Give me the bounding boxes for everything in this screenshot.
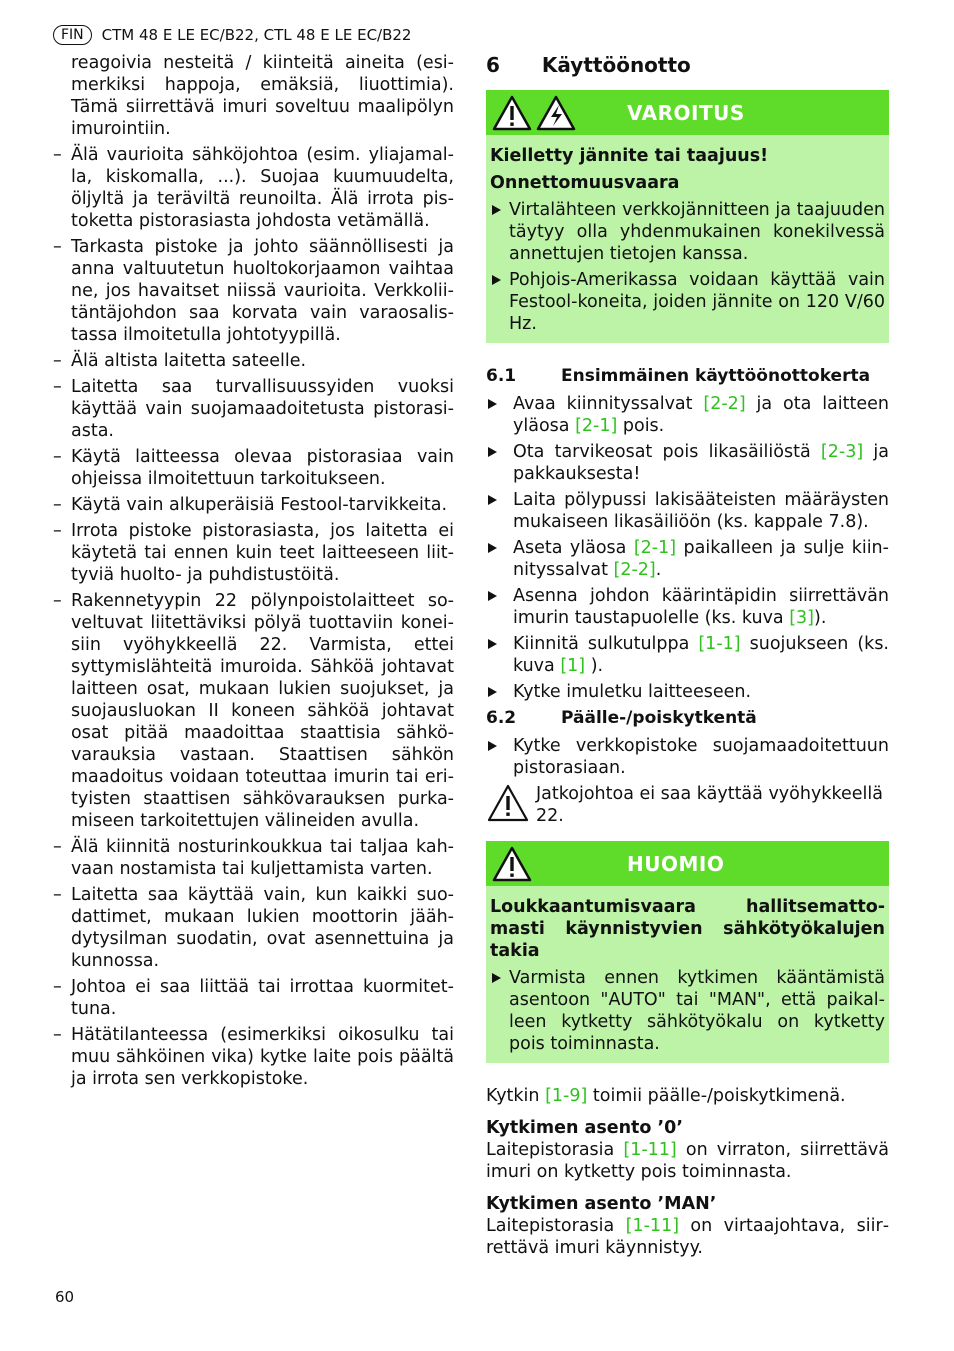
step-item: Avaa kiinnityssalvat [2-2] ja ota laitteen yläosa [2-1] pois. (486, 393, 889, 437)
step-item: Kytke verkkopistoke suojamaadoitettuun pistorasiaan. (486, 735, 889, 779)
switch-text: Kytkin [1-9] toimii päälle-/poiskytkimenä. (486, 1086, 846, 1106)
warning-title: VAROITUS (627, 100, 745, 125)
warning-line: Kielletty jännite tai taajuus! (490, 146, 769, 166)
subsection-heading (486, 365, 889, 387)
warning-box (486, 90, 889, 343)
language-badge: FIN (53, 25, 92, 45)
caution-box (486, 841, 889, 1063)
warning-triangle-icon (486, 783, 530, 823)
list-item: – Älä altista laitetta sateelle. (53, 350, 454, 372)
subsection-title: Päälle-/poiskytkentä (561, 708, 757, 728)
page-number: 60 (55, 1288, 75, 1306)
warning-item: Virtalähteen verkkojännitteen ja taajuuden täytyy olla yhdenmukainen konekilvessä annettujen tietojen kanssa. (490, 199, 885, 265)
step-item: Ota tarvikeosat pois likasäiliöstä [2-3] ja pakkauksesta! (486, 441, 889, 485)
list-item: – Älä vaurioita sähköjohtoa (esim. yliajamalla, kiskomalla, ...). Suojaa kuumuudelta, öljyltä ja teräviltä reunoilta. Älä irrota pistoketta pistorasiasta johdosta vetämällä. (53, 144, 454, 232)
caution-title: HUOMIO (627, 851, 725, 876)
list-item: – Johtoa ei saa liittää tai irrottaa kuormitettuna. (53, 976, 454, 1020)
warning-triangle-icon (492, 95, 532, 131)
note (486, 783, 889, 827)
right-column (486, 52, 889, 1259)
list-item: – Käytä vain alkuperäisiä Festool-tarvikkeita. (53, 494, 454, 516)
list-item: – Irrota pistoke pistorasiasta, jos laitetta ei käytetä tai ennen kuin teet laitteeseen liittyviä huolto- ja puhdistustöitä. (53, 520, 454, 586)
step-item: Laita pölypussi lakisääteisten määräysten mukaiseen likasäiliöön (ks. kappale 7.8). (486, 489, 889, 533)
warning-header (486, 90, 889, 135)
step-item: Kiinnitä sulkutulppa [1-1] suojukseen (ks. kuva [1] ). (486, 633, 889, 677)
list-item: – Tarkasta pistoke ja johto säännöllisesti ja anna valtuutetun huoltokorjaamon vaihtaa ne, jos havaitset niissä vaurioita. Verkkoliitäntäjohdon saa korvata vain varaosalistassa ilmoitetulla johtotyypillä. (53, 236, 454, 346)
list-item: – Laitetta saa käyttää vain, kun kaikki suodattimet, mukaan lukien moottorin jäähdytysilman suodatin, ovat asennettuina ja kunnossa. (53, 884, 454, 972)
model-title: CTM 48 E LE EC/B22, CTL 48 E LE EC/B22 (101, 26, 412, 44)
subsection-number: 6.1 (486, 366, 517, 386)
caution-heading: Loukkaantumisvaara hallitsemattomasti käynnistyvien sähkötyökalujen takia (490, 897, 885, 961)
electric-hazard-icon (536, 95, 576, 131)
position-man-title: Kytkimen asento ’MAN’ (486, 1194, 717, 1214)
subsection-heading (486, 707, 889, 729)
section-title: Käyttöönotto (541, 53, 691, 77)
list-item: – Laitetta saa turvallisuussyiden vuoksi käyttää vain suojamaadoitetusta pistorasiasta. (53, 376, 454, 442)
list-item: – Rakennetyypin 22 pölynpoistolaitteet soveltuvat liitettäviksi pölyä tuottaviin koneisiin vyöhykkeellä 22. Varmista, ettei syttymislähteitä imuroida. Sähköä johtavat laitteen osat, mukaan lukien suojukset, ja suojausluokan II koneen sähköä johtavat osat pitää maadoittaa staattisia sähkövarauksia vastaan. Staattisen sähkön maadoitus voidaan toteuttaa imurin tai erityisten staattisen sähkövarauksen purkamiseen tarkoitettujen välineiden avulla. (53, 590, 454, 832)
note-text: Jatkojohtoa ei saa käyttää vyöhykkeellä 22. (536, 784, 883, 826)
caution-item: Varmista ennen kytkimen kääntämistä asentoon "AUTO" tai "MAN", että paikalleen kytketty sähkötyökalu on kytketty pois toiminnasta. (490, 967, 885, 1055)
step-item: Aseta yläosa [2-1] paikalleen ja sulje kiinnityssalvat [2-2]. (486, 537, 889, 581)
position-0-text: Laitepistorasia [1-11] on virraton, siirrettävä imuri on kytketty pois toiminnasta. (486, 1140, 889, 1182)
list-item: – Älä kiinnitä nosturinkoukkua tai taljaa kahvaan nostamista tai kuljettamista varten. (53, 836, 454, 880)
step-item: Asenna johdon käärintäpidin siirrettävän imurin taustapuolelle (ks. kuva [3]). (486, 585, 889, 629)
left-column (53, 52, 454, 1094)
warning-line: Onnettomuusvaara (490, 173, 680, 193)
warning-triangle-icon (492, 846, 532, 882)
step-item: Kytke imuletku laitteeseen. (486, 681, 889, 703)
warning-item: Pohjois-Amerikassa voidaan käyttää vain Festool-koneita, joiden jännite on 120 V/60 Hz. (490, 269, 885, 335)
list-item: – Käytä laitteessa olevaa pistorasiaa vain ohjeissa ilmoitettuun tarkoitukseen. (53, 446, 454, 490)
list-item: – Hätätilanteessa (esimerkiksi oikosulku tai muu sähköinen vika) kytke laite pois päältä ja irrota sen verkkopistoke. (53, 1024, 454, 1090)
subsection-number: 6.2 (486, 708, 517, 728)
section-heading (486, 52, 889, 78)
intro-text: reagoivia nesteitä / kiinteitä aineita (esimerkiksi happoja, emäksiä, liuottimia). Tämä siirrettävä imuri soveltuu maalipölyn imurointiin. (71, 53, 454, 139)
caution-header (486, 841, 889, 886)
position-man-text: Laitepistorasia [1-11] on virtaajohtava, siirrettävä imuri käynnistyy. (486, 1216, 890, 1258)
position-0-title: Kytkimen asento ’0’ (486, 1118, 684, 1138)
page-header (53, 24, 411, 46)
subsection-title: Ensimmäinen käyttöönottokerta (561, 366, 871, 386)
section-number: 6 (486, 53, 500, 77)
